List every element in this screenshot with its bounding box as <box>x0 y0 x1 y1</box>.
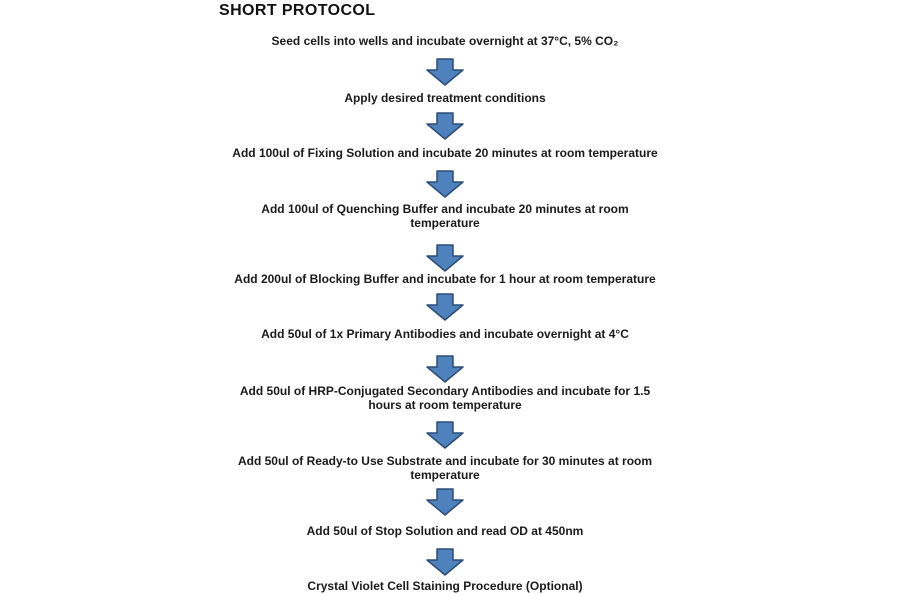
flow-step-text: Crystal Violet Cell Staining Procedure (Optional) <box>307 579 583 593</box>
flow-step-6 <box>145 327 745 341</box>
flow-step-text: Apply desired treatment conditions <box>344 91 546 105</box>
flow-step-text: Seed cells into wells and incubate overnight at 37°C, 5% CO₂ <box>271 34 619 48</box>
flow-step-text: Add 100ul of Quenching Buffer and incubate 20 minutes at room <box>261 202 629 216</box>
flow-step-2 <box>145 91 745 105</box>
flow-step-1 <box>145 34 745 48</box>
flow-step-text: Add 200ul of Blocking Buffer and incubate for 1 hour at room temperature <box>234 272 656 286</box>
flow-step-text: Add 100ul of Fixing Solution and incubate 20 minutes at room temperature <box>232 146 658 160</box>
down-arrow-icon <box>426 170 464 198</box>
down-arrow-icon <box>426 112 464 140</box>
flow-step-text: Add 50ul of 1x Primary Antibodies and incubate overnight at 4°C <box>261 327 629 341</box>
down-arrow-icon <box>426 244 464 272</box>
flow-step-text: Add 50ul of Ready-to Use Substrate and incubate for 30 minutes at room <box>237 454 653 468</box>
down-arrow-icon <box>426 488 464 516</box>
down-arrow-icon <box>426 58 464 86</box>
down-arrow-icon <box>426 293 464 321</box>
flow-step-9 <box>145 524 745 538</box>
flow-step-text: temperature <box>410 216 480 230</box>
down-arrow-icon <box>426 548 464 576</box>
flow-step-text: hours at room temperature <box>368 398 522 412</box>
page-title: SHORT PROTOCOL <box>219 2 376 19</box>
flow-step-3 <box>145 146 745 160</box>
flow-step-text: Add 50ul of Stop Solution and read OD at 450nm <box>306 524 584 538</box>
flow-step-5 <box>145 272 745 286</box>
flow-step-text: temperature <box>410 468 480 482</box>
flow-step-8 <box>145 454 745 482</box>
flow-step-7 <box>145 384 745 412</box>
down-arrow-icon <box>426 355 464 383</box>
flow-step-10 <box>145 579 745 593</box>
down-arrow-icon <box>426 421 464 449</box>
flow-step-4 <box>145 202 745 230</box>
flow-step-text: Add 50ul of HRP-Conjugated Secondary Antibodies and incubate for 1.5 <box>239 384 651 398</box>
